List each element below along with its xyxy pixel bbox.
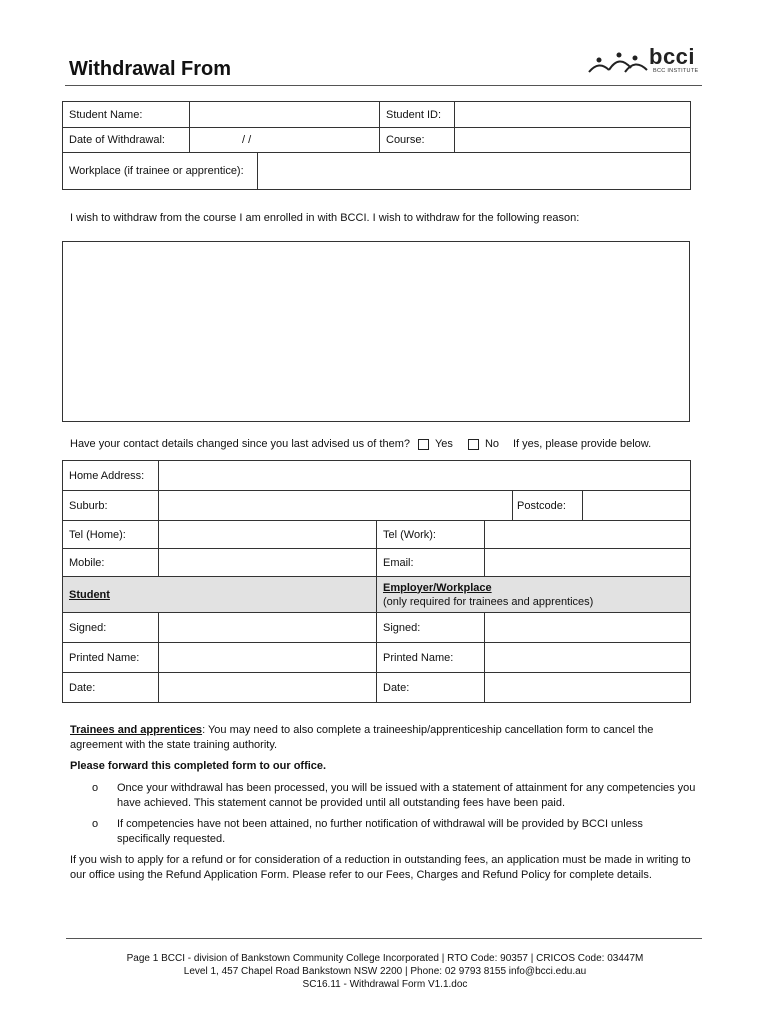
yes-checkbox[interactable] [418, 439, 429, 450]
workplace-field[interactable] [258, 153, 691, 190]
student-printed-name-field[interactable] [159, 643, 377, 673]
employer-heading-text: Employer/Workplace [383, 581, 492, 594]
home-address-field[interactable] [159, 461, 691, 491]
yes-label: Yes [434, 438, 453, 450]
suburb-label: Suburb: [63, 491, 159, 521]
student-heading-text: Student [69, 588, 110, 601]
no-checkbox[interactable] [468, 439, 479, 450]
postcode-field[interactable] [583, 491, 691, 521]
contact-change-question [70, 438, 651, 450]
title-divider [65, 85, 702, 86]
tel-work-field[interactable] [485, 521, 691, 549]
student-name-label: Student Name: [63, 102, 190, 128]
employer-printed-name-label: Printed Name: [377, 643, 485, 673]
student-details-table [62, 101, 691, 153]
workplace-label: Workplace (if trainee or apprentice): [63, 153, 258, 190]
tel-home-field[interactable] [159, 521, 377, 549]
logo-subtitle: BCC INSTITUTE [653, 68, 699, 74]
postcode-label: Postcode: [513, 491, 583, 521]
tel-work-label: Tel (Work): [377, 521, 485, 549]
date-of-withdrawal-field[interactable]: / / [190, 128, 380, 153]
trainees-note [70, 723, 700, 752]
employer-signed-label: Signed: [377, 613, 485, 643]
student-printed-name-label: Printed Name: [63, 643, 159, 673]
people-logo-icon [585, 48, 649, 78]
bullet-1-marker: o [92, 782, 99, 794]
trainees-label: Trainees and apprentices [70, 724, 203, 736]
student-signed-field[interactable] [159, 613, 377, 643]
contact-question-text: Have your contact details changed since you last advised us of them? [70, 438, 410, 450]
date-of-withdrawal-label: Date of Withdrawal: [63, 128, 190, 153]
student-date-field[interactable] [159, 673, 377, 703]
reason-prompt: I wish to withdraw from the course I am enrolled in with BCCI. I wish to withdraw for the following reason: [70, 212, 580, 224]
bullet-2-text: If competencies have not been attained, no further notification of withdrawal will be provided by BCCI unless specifically requested. [117, 818, 643, 845]
course-field[interactable] [455, 128, 691, 153]
employer-heading-note: (only required for trainees and apprentices) [383, 595, 594, 608]
student-id-field[interactable] [455, 102, 691, 128]
bcci-logo [585, 44, 703, 78]
reason-textarea[interactable] [62, 241, 690, 422]
employer-date-label: Date: [377, 673, 485, 703]
mobile-field[interactable] [159, 549, 377, 577]
footer-line-3: SC16.11 - Withdrawal Form V1.1.doc [302, 979, 468, 990]
employer-section-heading [377, 577, 691, 613]
suburb-field[interactable] [159, 491, 513, 521]
bullet-2-marker: o [92, 818, 99, 830]
contact-followup: If yes, please provide below. [513, 438, 652, 450]
student-date-label: Date: [63, 673, 159, 703]
page-title: Withdrawal From [69, 58, 232, 80]
email-label: Email: [377, 549, 485, 577]
workplace-table [62, 152, 691, 190]
refund-note: If you wish to apply for a refund or for consideration of a reduction in outstanding fees, an application must be made in writing to our office using the Refund Application Form. Please refer to our Fees, Charges and Refund Policy for complete details. [70, 854, 691, 881]
employer-signed-field[interactable] [485, 613, 691, 643]
forward-instruction: Please forward this completed form to our office. [70, 760, 327, 772]
tel-home-label: Tel (Home): [63, 521, 159, 549]
footer-line-2: Level 1, 457 Chapel Road Bankstown NSW 2200 | Phone: 02 9793 8155 info@bcci.edu.au [183, 966, 587, 977]
footer-divider [66, 938, 702, 939]
logo-wordmark: bcci [649, 44, 696, 69]
home-address-label: Home Address: [63, 461, 159, 491]
no-label: No [484, 438, 499, 450]
student-signed-label: Signed: [63, 613, 159, 643]
footer-line-1: Page 1 BCCI - division of Bankstown Community College Incorporated | RTO Code: 90357 | CRICOS Code: 03447M [126, 953, 644, 964]
course-label: Course: [380, 128, 455, 153]
contact-signoff-table [62, 460, 691, 703]
employer-printed-name-field[interactable] [485, 643, 691, 673]
student-section-heading [63, 577, 377, 613]
mobile-label: Mobile: [63, 549, 159, 577]
employer-date-field[interactable] [485, 673, 691, 703]
trainees-text: : You may need to also complete a traineeship/apprenticeship cancellation form to cancel the agreement with the state training authority. [70, 724, 654, 751]
student-id-label: Student ID: [380, 102, 455, 128]
student-name-field[interactable] [190, 102, 380, 128]
bullet-1-text: Once your withdrawal has been processed, you will be issued with a statement of attainment for any competencies you have achieved. This statement cannot be provided until all outstanding fees have been paid. [117, 782, 696, 809]
email-field[interactable] [485, 549, 691, 577]
